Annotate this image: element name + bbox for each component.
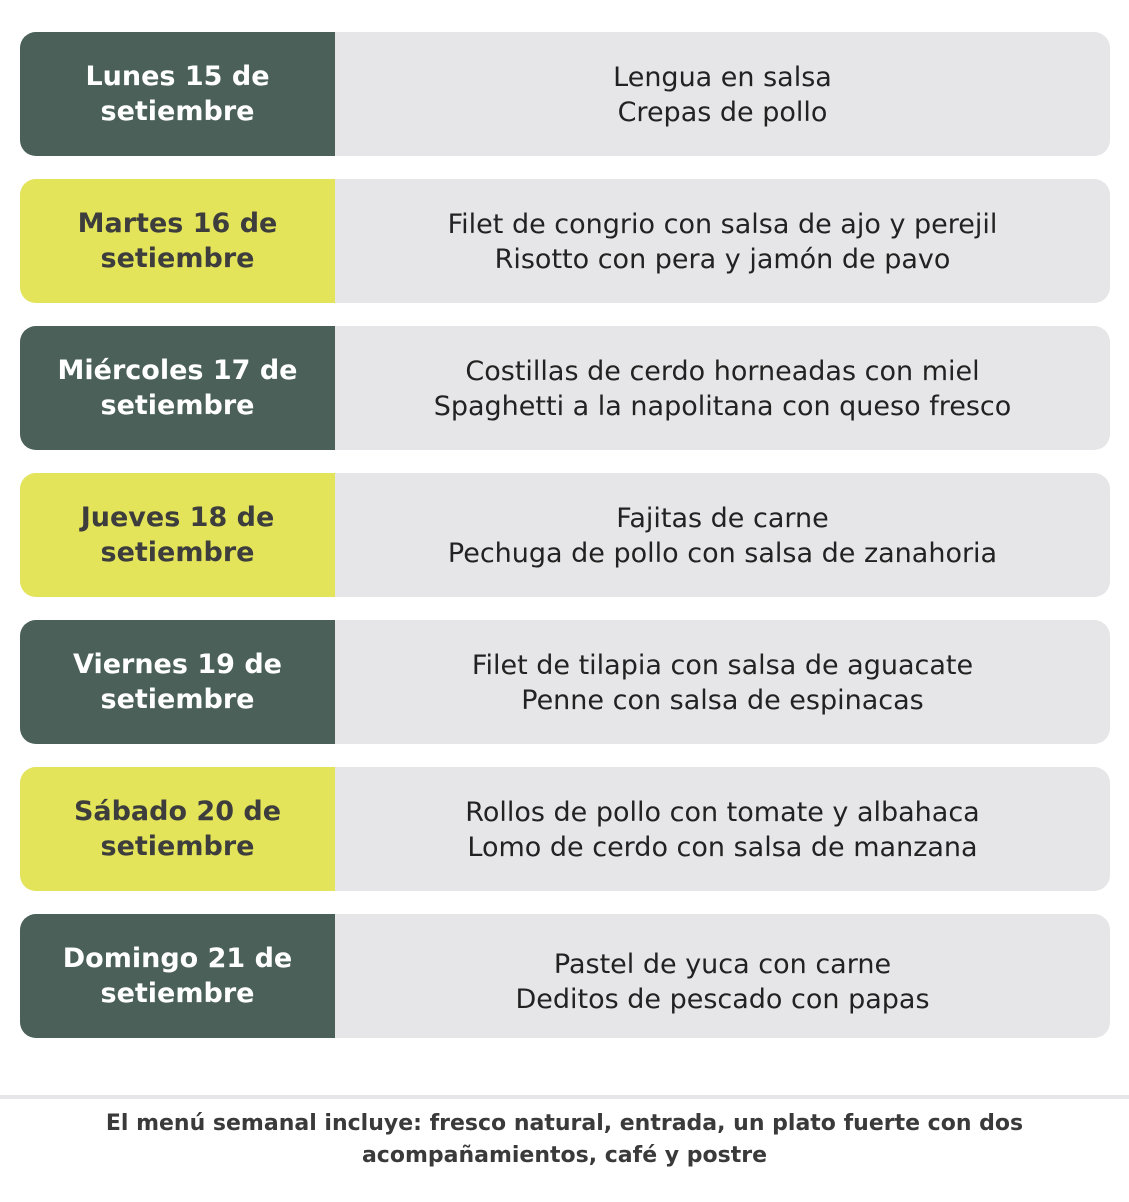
day-label: Domingo 21 de setiembre (62, 943, 293, 1009)
dishes-cell (335, 620, 1110, 744)
dish-item: Filet de congrio con salsa de ajo y perejil (447, 209, 998, 240)
dish-item: Lomo de cerdo con salsa de manzana (467, 832, 978, 863)
day-label: Sábado 20 de setiembre (73, 796, 282, 862)
dish-item: Pechuga de pollo con salsa de zanahoria (447, 538, 998, 569)
day-label-cell (20, 914, 335, 1038)
menu-row-lunes (20, 32, 1110, 156)
dishes-cell (335, 32, 1110, 156)
day-label: Lunes 15 de setiembre (85, 61, 270, 127)
dishes-cell (335, 767, 1110, 891)
dish-item: Deditos de pescado con papas (515, 984, 930, 1015)
menu-row-miercoles (20, 326, 1110, 450)
day-label-cell (20, 32, 335, 156)
day-label: Martes 16 de setiembre (77, 208, 278, 274)
menu-row-sabado (20, 767, 1110, 891)
day-label: Viernes 19 de setiembre (73, 649, 282, 715)
menu-row-domingo (20, 914, 1110, 1038)
dishes-cell (335, 326, 1110, 450)
day-label-cell (20, 326, 335, 450)
menu-includes-note: El menú semanal incluye: fresco natural, entrada, un plato fuerte con dos acompañamientos, café y postre (105, 1111, 1024, 1168)
dish-item: Lengua en salsa (613, 62, 832, 93)
day-label: Miércoles 17 de setiembre (57, 355, 298, 421)
footer-divider (0, 1095, 1129, 1099)
dish-item: Penne con salsa de espinacas (521, 685, 924, 716)
day-label-cell (20, 179, 335, 303)
dish-item: Crepas de pollo (617, 97, 828, 128)
dishes-cell (335, 179, 1110, 303)
menu-row-jueves (20, 473, 1110, 597)
dish-item: Costillas de cerdo horneadas con miel (465, 356, 980, 387)
dish-item: Rollos de pollo con tomate y albahaca (465, 797, 980, 828)
dish-item: Fajitas de carne (616, 503, 829, 534)
menu-row-viernes (20, 620, 1110, 744)
day-label-cell (20, 767, 335, 891)
menu-row-martes (20, 179, 1110, 303)
day-label: Jueves 18 de setiembre (80, 502, 275, 568)
dish-item: Risotto con pera y jamón de pavo (494, 244, 951, 275)
dishes-cell (335, 473, 1110, 597)
day-label-cell (20, 620, 335, 744)
day-label-cell (20, 473, 335, 597)
dish-item: Filet de tilapia con salsa de aguacate (471, 650, 974, 681)
dish-item: Pastel de yuca con carne (553, 949, 892, 980)
dishes-cell (335, 914, 1110, 1038)
dish-item: Spaghetti a la napolitana con queso fresco (433, 391, 1012, 422)
